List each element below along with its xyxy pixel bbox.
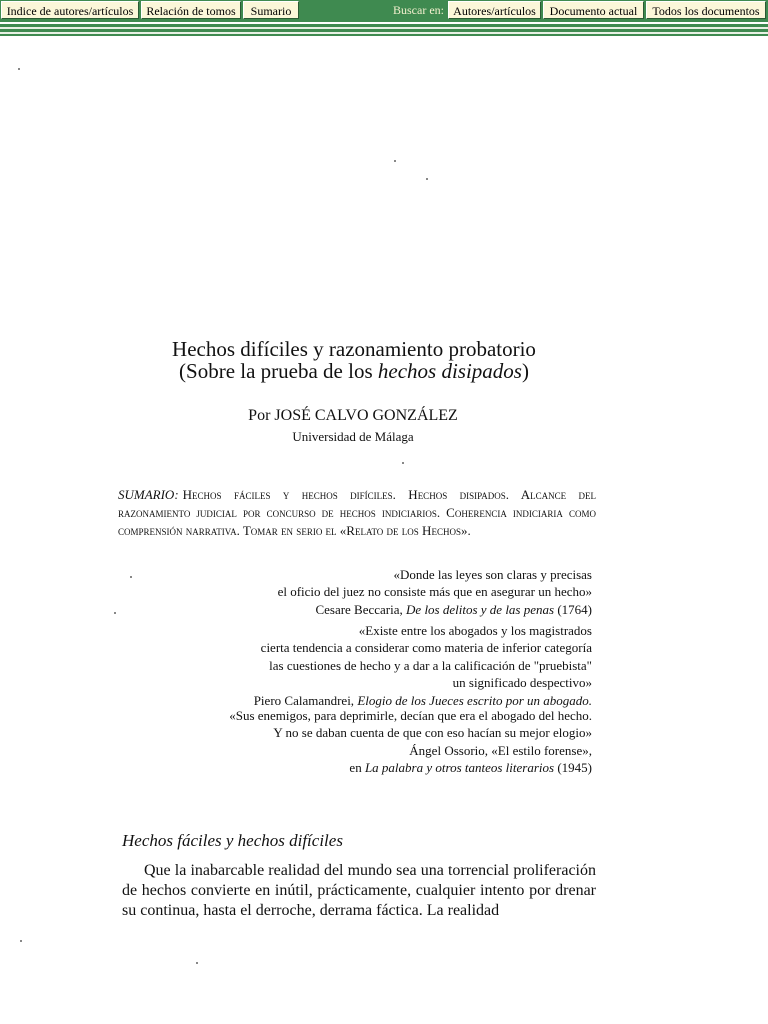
epigraph-ossorio: «Sus enemigos, para deprimirle, decían que era el abogado del hecho. Y no se daban cuenta de que con eso hacían su mejor elogio» Ángel Ossorio, «El estilo forense», en La palabra y otros tanteos literarios (1945) (229, 708, 592, 776)
epigraph-beccaria: «Donde las leyes son claras y precisas el oficio del juez no consiste más que en asegurar un hecho» Cesare Beccaria, De los delitos y de las penas (1764) (277, 567, 592, 617)
search-in-label: Buscar en: (393, 3, 444, 17)
author-affiliation: Universidad de Málaga (292, 429, 414, 444)
scan-speck (394, 160, 396, 162)
summary-paragraph: SUMARIO: Hechos fáciles y hechos difíciles. Hechos disipados. Alcance del razonamiento judicial por concurso de hechos indiciarios. Coherencia indiciaria como comprensión narrativa. Tomar en serio el «Relato de los Hechos». (118, 487, 596, 538)
summary-button[interactable]: Sumario (243, 1, 299, 19)
scan-speck (196, 962, 198, 964)
top-navigation-bar (0, 0, 768, 22)
article-subtitle: (Sobre la prueba de los hechos disipados) (179, 359, 529, 383)
search-current-document-button[interactable]: Documento actual (543, 1, 644, 19)
scan-speck (130, 576, 132, 578)
scan-speck (402, 462, 404, 464)
epigraph-calamandrei: «Existe entre los abogados y los magistrados cierta tendencia a considerar como materia de inferior categoría las cuestiones de hecho y a dar a la calificación de "pruebista" un significado despectivo» Piero Calamandrei, Elogio de los Jueces escrito por un abogado. (253, 623, 592, 708)
volumes-list-button[interactable]: Relación de tomos (141, 1, 241, 19)
scan-speck (20, 940, 22, 942)
scan-speck (18, 68, 20, 70)
article-title: Hechos difíciles y razonamiento probatorio (172, 337, 536, 361)
scan-speck (426, 178, 428, 180)
section-heading: Hechos fáciles y hechos difíciles (122, 831, 343, 850)
search-authors-articles-button[interactable]: Autores/artículos (448, 1, 541, 19)
search-all-documents-button[interactable]: Todos los documentos (646, 1, 766, 19)
body-paragraph: Que la inabarcable realidad del mundo sea una torrencial proliferación de hechos convierte en inútil, prácticamente, cualquier intento por drenar su continua, hasta el derroche, derrama fáctica. La realidad (122, 862, 596, 919)
index-authors-articles-button[interactable]: Indice de autores/artículos (1, 1, 139, 19)
scan-speck (114, 612, 116, 614)
author-line: Por JOSÉ CALVO GONZÁLEZ (248, 407, 458, 424)
toolbar-divider (0, 34, 768, 36)
